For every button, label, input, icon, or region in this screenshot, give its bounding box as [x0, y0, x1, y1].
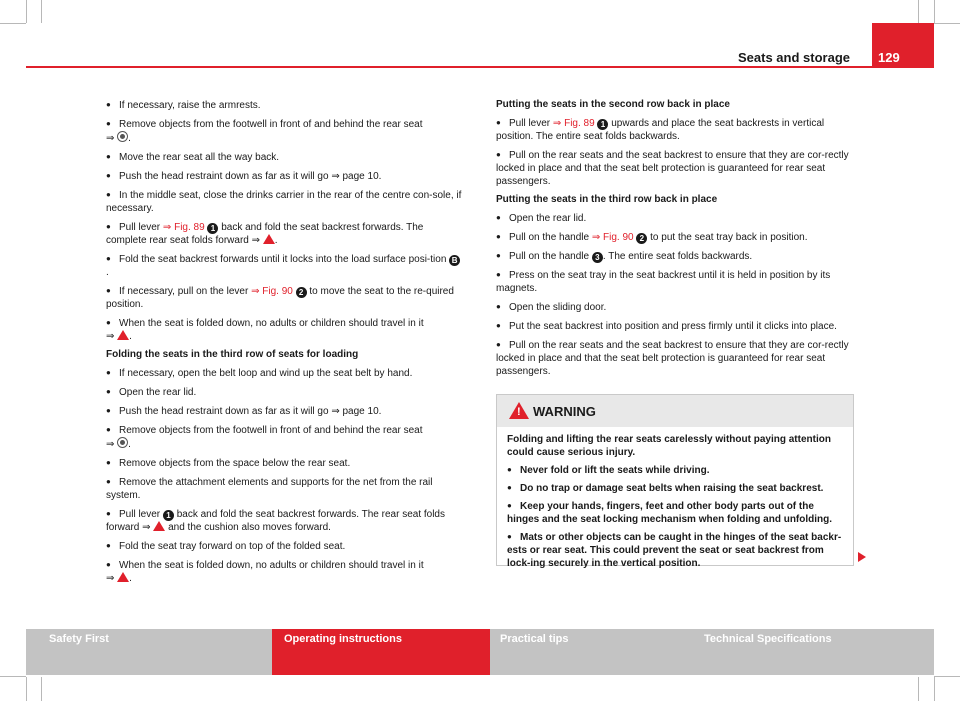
list-item: ● Open the sliding door.: [496, 302, 607, 313]
crop-mark: [0, 23, 26, 24]
list-item: ● Pull on the rear seats and the seat backrest to ensure that they are cor-rectly locked in place and that the seat belt protection is guaranteed for rear seat passengers.: [496, 340, 849, 377]
warning-icon: [263, 234, 275, 244]
crop-mark: [918, 677, 919, 701]
list-item: ● If necessary, raise the armrests.: [106, 100, 261, 111]
figure-link[interactable]: ⇒ Fig. 90: [251, 286, 293, 297]
callout-number: 2: [296, 287, 307, 298]
warning-icon: [153, 521, 165, 531]
left-column: [106, 98, 462, 590]
warning-icon: [117, 330, 129, 340]
tab-operating-instructions[interactable]: Operating instructions: [272, 629, 490, 675]
footer-nav: [26, 629, 934, 675]
figure-link[interactable]: ⇒ Fig. 90: [591, 232, 634, 243]
list-item: ● In the middle seat, close the drinks carrier in the rear of the centre con-sole, if necessary.: [106, 190, 462, 214]
list-item: ● Press on the seat tray in the seat backrest until it is held in position by its magnets.: [496, 270, 831, 294]
warning-icon: [117, 572, 129, 582]
list-item: ● Remove objects from the footwell in front of and behind the rear seat ⇒ .: [106, 425, 423, 450]
figure-link[interactable]: ⇒ Fig. 89: [162, 222, 205, 233]
list-item: ● Push the head restraint down as far as it will go ⇒ page 10.: [106, 171, 382, 182]
section-title: Seats and storage: [738, 50, 850, 65]
tab-safety-first[interactable]: Safety First: [26, 629, 272, 675]
crop-mark: [26, 0, 27, 23]
callout-letter: B: [449, 255, 460, 266]
page-number: 129: [878, 50, 900, 65]
callout-number: 3: [592, 252, 603, 263]
list-item: ● Remove objects from the footwell in front of and behind the rear seat ⇒ .: [106, 119, 423, 144]
figure-link[interactable]: ⇒ Fig. 89: [552, 118, 595, 129]
crop-mark: [918, 0, 919, 23]
right-column: [496, 98, 852, 383]
header-rule: [26, 66, 934, 68]
list-item: ● If necessary, pull on the lever ⇒ Fig. 90 2 to move the seat to the re-quired position.: [106, 286, 454, 310]
warning-header: [497, 395, 853, 427]
note-icon: [117, 131, 128, 142]
list-item: ● Fold the seat tray forward on top of the folded seat.: [106, 541, 346, 552]
list-item: ● Pull lever 1 back and fold the seat backrest forwards. The rear seat folds forward ⇒ and the cushion also moves forward.: [106, 509, 445, 533]
subheading: Folding the seats in the third row of seats for loading: [106, 349, 359, 360]
list-item: ● Pull lever ⇒ Fig. 89 1 back and fold the seat backrest forwards. The complete rear seat folds forward ⇒ .: [106, 222, 424, 246]
list-item: ● Remove the attachment elements and supports for the net from the rail system.: [106, 477, 433, 501]
list-item: ● Open the rear lid.: [106, 387, 197, 398]
tab-technical-specifications[interactable]: Technical Specifications: [694, 629, 934, 675]
list-item: ● Pull on the handle 3 . The entire seat folds backwards.: [496, 251, 753, 262]
list-item: ● Put the seat backrest into position and press firmly until it clicks into place.: [496, 321, 837, 332]
warning-item: ● Never fold or lift the seats while driving.: [507, 465, 710, 476]
warning-item: ● Mats or other objects can be caught in the hinges of the seat backr-ests or rear seat. This could prevent the seat or seat backrest from lock-ing securely in the vertical position.: [507, 532, 842, 569]
crop-mark: [41, 677, 42, 701]
list-item: ● Push the head restraint down as far as it will go ⇒ page 10.: [106, 406, 382, 417]
list-item: ● Pull lever ⇒ Fig. 89 1 upwards and place the seat backrests in vertical position. The entire seat folds backwards.: [496, 118, 825, 142]
crop-mark: [26, 677, 27, 701]
crop-mark: [41, 0, 42, 23]
list-item: ● Pull on the handle ⇒ Fig. 90 2 to put the seat tray back in position.: [496, 232, 808, 243]
subheading: Putting the seats in the second row back in place: [496, 99, 730, 110]
list-item: ● Open the rear lid.: [496, 213, 587, 224]
list-item: ● If necessary, open the belt loop and wind up the seat belt by hand.: [106, 368, 413, 379]
note-icon: [117, 437, 128, 448]
warning-body: [497, 427, 853, 570]
warning-intro: Folding and lifting the rear seats carelessly without paying attention could cause serious injury.: [507, 434, 831, 458]
callout-number: 2: [636, 233, 647, 244]
list-item: ● Pull on the rear seats and the seat backrest to ensure that they are cor-rectly locked in place and that the seat belt protection is guaranteed for rear seat passengers.: [496, 150, 849, 187]
list-item: ● When the seat is folded down, no adults or children should travel in it ⇒ .: [106, 560, 424, 584]
list-item: ● Move the rear seat all the way back.: [106, 152, 280, 163]
callout-number: 1: [597, 119, 608, 130]
warning-icon: [509, 402, 529, 419]
crop-mark: [934, 23, 960, 24]
warning-item: ● Do no trap or damage seat belts when raising the seat backrest.: [507, 483, 824, 494]
warning-box: [496, 394, 854, 569]
continue-arrow-icon: [858, 552, 866, 562]
subheading: Putting the seats in the third row back in place: [496, 194, 718, 205]
warning-item: ● Keep your hands, fingers, feet and other body parts out of the hinges and the seat locking mechanism when folding and unfolding.: [507, 501, 833, 525]
callout-number: 1: [207, 223, 218, 234]
callout-number: 1: [163, 510, 174, 521]
tab-practical-tips[interactable]: Practical tips: [490, 629, 694, 675]
crop-mark: [934, 677, 935, 701]
crop-mark: [934, 676, 960, 677]
list-item: ● When the seat is folded down, no adults or children should travel in it ⇒ .: [106, 318, 424, 342]
list-item: ● Remove objects from the space below the rear seat.: [106, 458, 351, 469]
crop-mark: [0, 676, 26, 677]
crop-mark: [934, 0, 935, 23]
warning-title: WARNING: [533, 404, 596, 419]
list-item: ● Fold the seat backrest forwards until it locks into the load surface posi-tion B.: [106, 252, 462, 279]
